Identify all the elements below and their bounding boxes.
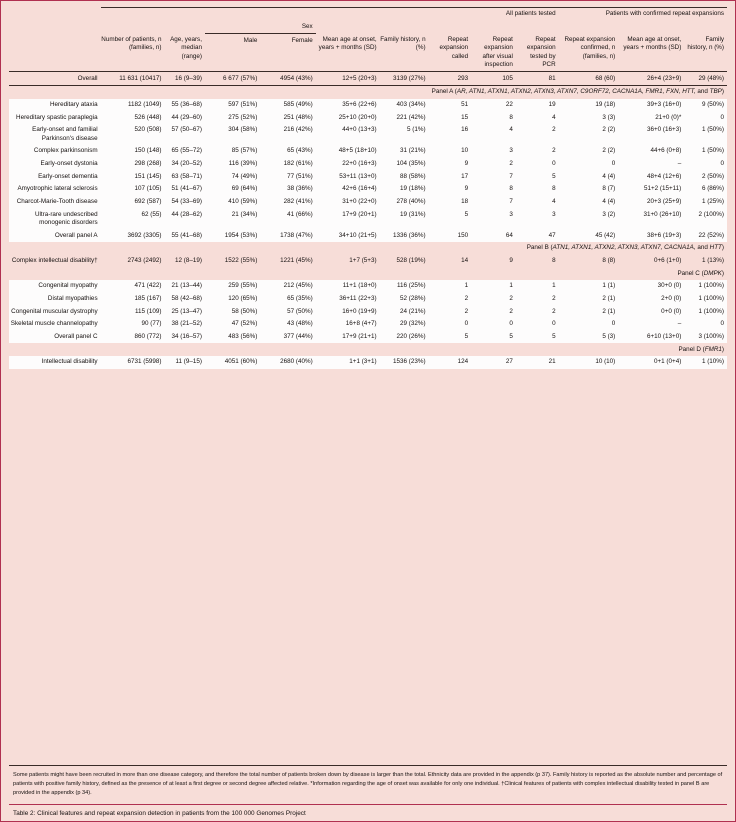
cell-8: 2: [516, 124, 559, 145]
row-label: Congenital muscular dystrophy: [9, 305, 101, 318]
cell-10: 39+3 (16+0): [618, 99, 684, 112]
cell-5: 24 (21%): [380, 305, 429, 318]
cell-9: 4 (4): [559, 196, 619, 209]
table-row: [9, 170, 727, 183]
cell-10: 48+4 (12+6): [618, 170, 684, 183]
cell-9: 2 (2): [559, 124, 619, 145]
cell-3: 1221 (45%): [260, 255, 315, 268]
cell-10: 6+10 (13+0): [618, 331, 684, 344]
cell-2: 74 (49%): [205, 170, 260, 183]
cell-9: 1 (1): [559, 280, 619, 293]
cell-5: 220 (26%): [380, 331, 429, 344]
cell-7: 3: [471, 145, 516, 158]
cell-8: 19: [516, 99, 559, 112]
cell-2: 410 (59%): [205, 196, 260, 209]
cell-5: 1536 (23%): [380, 356, 429, 369]
cell-1: 55 (41–68): [164, 229, 204, 242]
cell-10: 51+2 (15+11): [618, 183, 684, 196]
cell-3: 43 (48%): [260, 318, 315, 331]
cell-0: 2743 (2492): [101, 255, 165, 268]
cell-5: 29 (32%): [380, 318, 429, 331]
cell-2: 483 (56%): [205, 331, 260, 344]
cell-9: 10 (10): [559, 356, 619, 369]
cell-1: 44 (29–60): [164, 111, 204, 124]
cell-8: 2: [516, 293, 559, 306]
cell-2: 304 (58%): [205, 124, 260, 145]
cell-3: 1738 (47%): [260, 229, 315, 242]
row-label: Early-onset dystonia: [9, 158, 101, 171]
cell-3: 41 (66%): [260, 208, 315, 229]
cell-1: 21 (13–44): [164, 280, 204, 293]
cell-11: 0: [684, 111, 727, 124]
cell-5: 5 (1%): [380, 124, 429, 145]
cell-4: 48+5 (18+10): [316, 145, 380, 158]
cell-9: 8 (8): [559, 255, 619, 268]
cell-6: 2: [429, 293, 472, 306]
table-footnotes: Some patients might have been recruited in more than one disease category, and therefore the total number of patients broken down by disease is larger than the total. Ethnicity data are provided in the appendix (p 37). Family history is reported as the absolute number and percentage of patients with positive family history, defined as the presence of at least a first degree or second degree affected relative. *Information regarding the age of onset was available for only one individual. †Clinical features of patients with complex intellectual disability tested in panel B are provided in the appendix (p 34).: [9, 765, 727, 804]
cell-8: 1: [516, 280, 559, 293]
cell-5: 278 (40%): [380, 196, 429, 209]
cell-7: 7: [471, 196, 516, 209]
row-label: Early-onset and familial Parkinson's disease: [9, 124, 101, 145]
table-row: [9, 255, 727, 268]
cell-1: 11 (9–15): [164, 356, 204, 369]
cell-4: 11+1 (18+0): [316, 280, 380, 293]
panel-header-row: [9, 267, 727, 280]
cell-0: 6731 (5998): [101, 356, 165, 369]
cell-1: 58 (42–68): [164, 293, 204, 306]
cell-4: 36+11 (22+3): [316, 293, 380, 306]
cell-0: 90 (77): [101, 318, 165, 331]
cell-4: 1+1 (3+1): [316, 356, 380, 369]
group-header-sex: Sex: [205, 21, 316, 34]
cell-3: 2680 (40%): [260, 356, 315, 369]
cell-0: 1182 (1049): [101, 99, 165, 112]
cell-4: 16+0 (19+9): [316, 305, 380, 318]
cell-6: 18: [429, 196, 472, 209]
cell-6: 150: [429, 229, 472, 242]
cell-7: 0: [471, 318, 516, 331]
sex-group-blank-2: [101, 21, 165, 34]
table-row: [9, 99, 727, 112]
table-whitespace: [9, 369, 727, 765]
cell-11: 1 (100%): [684, 293, 727, 306]
cell-1: 55 (36–68): [164, 99, 204, 112]
cell-10: 31+0 (26+10): [618, 208, 684, 229]
cell-3: 182 (61%): [260, 158, 315, 171]
panel-header-label: Panel D (FMR1): [9, 343, 727, 356]
cell-0: 185 (167): [101, 293, 165, 306]
cell-5: 1336 (36%): [380, 229, 429, 242]
cell-9: 2 (1): [559, 293, 619, 306]
cell-7: 7: [471, 170, 516, 183]
cell-5: 221 (42%): [380, 111, 429, 124]
cell-4: 53+11 (13+0): [316, 170, 380, 183]
cell-1: 65 (55–72): [164, 145, 204, 158]
table-row: [9, 196, 727, 209]
cell-5: 3139 (27%): [380, 72, 429, 86]
row-label: Skeletal muscle channelopathy: [9, 318, 101, 331]
cell-6: 124: [429, 356, 472, 369]
cell-10: 2+0 (0): [618, 293, 684, 306]
col-header-disease: [9, 34, 101, 72]
cell-7: 22: [471, 99, 516, 112]
cell-10: –: [618, 318, 684, 331]
table-container: [9, 7, 727, 369]
panel-header-label: Panel B (ATN1, ATXN1, ATXN2, ATXN3, ATXN7, CACNA1A, and HTT): [9, 242, 727, 255]
cell-2: 120 (65%): [205, 293, 260, 306]
cell-0: 11 631 (10417): [101, 72, 165, 86]
panel-header-label: Panel A (AR, ATN1, ATXN1, ATXN2, ATXN3, ATXN7, C9ORF72, CACNA1A, FMR1, FXN, HTT, and TBP): [9, 86, 727, 99]
cell-1: 12 (8–19): [164, 255, 204, 268]
cell-11: 1 (50%): [684, 124, 727, 145]
cell-1: 34 (20–52): [164, 158, 204, 171]
row-label: Complex parkinsonism: [9, 145, 101, 158]
clinical-features-table: [9, 7, 727, 369]
cell-5: 403 (34%): [380, 99, 429, 112]
table-row: [9, 280, 727, 293]
cell-11: 6 (86%): [684, 183, 727, 196]
cell-0: 150 (148): [101, 145, 165, 158]
cell-0: 860 (772): [101, 331, 165, 344]
cell-11: 1 (50%): [684, 145, 727, 158]
cell-0: 151 (145): [101, 170, 165, 183]
cell-11: 0: [684, 158, 727, 171]
cell-7: 5: [471, 331, 516, 344]
cell-3: 65 (43%): [260, 145, 315, 158]
sex-group-blank-4: [316, 21, 727, 34]
cell-0: 298 (268): [101, 158, 165, 171]
cell-9: 4 (4): [559, 170, 619, 183]
cell-2: 259 (55%): [205, 280, 260, 293]
col-header-female: Female: [260, 34, 315, 72]
cell-3: 216 (42%): [260, 124, 315, 145]
cell-3: 282 (41%): [260, 196, 315, 209]
sex-group-blank-1: [9, 21, 101, 34]
cell-8: 5: [516, 331, 559, 344]
table-row: [9, 111, 727, 124]
cell-2: 58 (50%): [205, 305, 260, 318]
cell-10: 44+6 (0+8): [618, 145, 684, 158]
col-header-repeat-expansion-pcr: Repeat expansion tested by PCR: [516, 34, 559, 72]
cell-4: 44+0 (13+3): [316, 124, 380, 145]
cell-2: 69 (64%): [205, 183, 260, 196]
cell-6: 10: [429, 145, 472, 158]
col-header-family-history: Family history, n (%): [380, 34, 429, 72]
cell-6: 293: [429, 72, 472, 86]
cell-2: 6 677 (57%): [205, 72, 260, 86]
row-label: Congenital myopathy: [9, 280, 101, 293]
cell-10: 0+6 (1+0): [618, 255, 684, 268]
row-label: Charcot-Marie-Tooth disease: [9, 196, 101, 209]
cell-4: 1+7 (5+3): [316, 255, 380, 268]
cell-9: 8 (7): [559, 183, 619, 196]
cell-10: 20+3 (25+9): [618, 196, 684, 209]
cell-6: 2: [429, 305, 472, 318]
cell-11: 22 (52%): [684, 229, 727, 242]
cell-1: 44 (28–62): [164, 208, 204, 229]
table-row-overall: [9, 72, 727, 86]
column-header-row: [9, 34, 727, 72]
cell-6: 5: [429, 208, 472, 229]
col-header-confirmed-mean-age-onset: Mean age at onset, years + months (SD): [618, 34, 684, 72]
table-row: [9, 229, 727, 242]
cell-2: 1522 (55%): [205, 255, 260, 268]
row-label: Ultra-rare undescribed monogenic disorders: [9, 208, 101, 229]
cell-4: 35+6 (22+6): [316, 99, 380, 112]
cell-3: 65 (35%): [260, 293, 315, 306]
cell-3: 212 (45%): [260, 280, 315, 293]
table-row: [9, 158, 727, 171]
cell-1: 51 (41–67): [164, 183, 204, 196]
panel-header-row: [9, 343, 727, 356]
cell-8: 2: [516, 305, 559, 318]
table-row: [9, 293, 727, 306]
cell-4: 16+8 (4+7): [316, 318, 380, 331]
cell-8: 81: [516, 72, 559, 86]
col-header-confirmed-family-history: Family history, n (%): [684, 34, 727, 72]
cell-9: 5 (3): [559, 331, 619, 344]
cell-11: 3 (100%): [684, 331, 727, 344]
cell-9: 2 (1): [559, 305, 619, 318]
panel-header-label: Panel C (DMPK): [9, 267, 727, 280]
row-label: Overall panel A: [9, 229, 101, 242]
cell-1: 38 (21–52): [164, 318, 204, 331]
cell-6: 14: [429, 255, 472, 268]
cell-7: 64: [471, 229, 516, 242]
cell-7: 1: [471, 280, 516, 293]
panel-header-row: [9, 86, 727, 99]
cell-0: 3692 (3305): [101, 229, 165, 242]
cell-2: 275 (52%): [205, 111, 260, 124]
cell-8: 4: [516, 111, 559, 124]
cell-10: 0+1 (0+4): [618, 356, 684, 369]
cell-7: 105: [471, 72, 516, 86]
cell-11: 1 (25%): [684, 196, 727, 209]
table-row: [9, 356, 727, 369]
cell-7: 4: [471, 124, 516, 145]
cell-1: 25 (13–47): [164, 305, 204, 318]
cell-8: 0: [516, 318, 559, 331]
cell-1: 57 (50–67): [164, 124, 204, 145]
row-label: Amyotrophic lateral sclerosis: [9, 183, 101, 196]
cell-2: 47 (52%): [205, 318, 260, 331]
cell-11: 2 (50%): [684, 170, 727, 183]
cell-5: 19 (31%): [380, 208, 429, 229]
col-header-male: Male: [205, 34, 260, 72]
cell-11: 29 (48%): [684, 72, 727, 86]
cell-3: 585 (49%): [260, 99, 315, 112]
cell-2: 116 (39%): [205, 158, 260, 171]
cell-6: 9: [429, 158, 472, 171]
row-label: Distal myopathies: [9, 293, 101, 306]
row-label: Hereditary spastic paraplegia: [9, 111, 101, 124]
cell-4: 34+10 (21+5): [316, 229, 380, 242]
cell-10: 21+0 (0)*: [618, 111, 684, 124]
table-row: [9, 145, 727, 158]
cell-7: 9: [471, 255, 516, 268]
col-header-mean-age-onset: Mean age at onset, years + months (SD): [316, 34, 380, 72]
cell-7: 8: [471, 111, 516, 124]
cell-0: 107 (105): [101, 183, 165, 196]
group-header-confirmed: Patients with confirmed repeat expansions: [559, 8, 727, 21]
cell-0: 471 (422): [101, 280, 165, 293]
cell-8: 8: [516, 183, 559, 196]
cell-10: –: [618, 158, 684, 171]
cell-5: 31 (21%): [380, 145, 429, 158]
table-row: [9, 208, 727, 229]
cell-5: 52 (28%): [380, 293, 429, 306]
cell-11: 9 (50%): [684, 99, 727, 112]
cell-9: 3 (2): [559, 208, 619, 229]
cell-0: 526 (448): [101, 111, 165, 124]
cell-6: 16: [429, 124, 472, 145]
panel-header-row: [9, 242, 727, 255]
cell-5: 116 (25%): [380, 280, 429, 293]
cell-10: 38+6 (19+3): [618, 229, 684, 242]
cell-3: 4954 (43%): [260, 72, 315, 86]
sex-group-blank-3: [164, 21, 204, 34]
cell-4: 12+5 (20+3): [316, 72, 380, 86]
cell-8: 0: [516, 158, 559, 171]
cell-6: 51: [429, 99, 472, 112]
table-row: [9, 331, 727, 344]
cell-10: 30+0 (0): [618, 280, 684, 293]
col-header-age: Age, years, median (range): [164, 34, 204, 72]
cell-7: 2: [471, 158, 516, 171]
cell-3: 251 (48%): [260, 111, 315, 124]
cell-5: 528 (19%): [380, 255, 429, 268]
table-row: [9, 305, 727, 318]
cell-6: 0: [429, 318, 472, 331]
table-row: [9, 318, 727, 331]
table-title: Table 2: Clinical features and repeat expansion detection in patients from the 100 000 Genomes Project: [9, 804, 727, 821]
cell-5: 19 (18%): [380, 183, 429, 196]
cell-10: 36+0 (16+3): [618, 124, 684, 145]
cell-3: 38 (36%): [260, 183, 315, 196]
cell-9: 3 (3): [559, 111, 619, 124]
cell-7: 2: [471, 305, 516, 318]
cell-7: 2: [471, 293, 516, 306]
cell-1: 63 (58–71): [164, 170, 204, 183]
cell-5: 104 (35%): [380, 158, 429, 171]
cell-9: 0: [559, 158, 619, 171]
cell-7: 3: [471, 208, 516, 229]
cell-8: 4: [516, 196, 559, 209]
cell-4: 42+6 (16+4): [316, 183, 380, 196]
cell-4: 17+9 (20+1): [316, 208, 380, 229]
cell-8: 3: [516, 208, 559, 229]
cell-2: 85 (57%): [205, 145, 260, 158]
cell-9: 0: [559, 318, 619, 331]
cell-0: 520 (508): [101, 124, 165, 145]
group-header-all-patients: All patients tested: [101, 8, 559, 21]
col-header-repeat-expansion-confirmed: Repeat expansion confirmed, n (families, n): [559, 34, 619, 72]
group-header-blank: [9, 8, 101, 21]
cell-6: 17: [429, 170, 472, 183]
cell-3: 377 (44%): [260, 331, 315, 344]
col-header-repeat-expansion-called: Repeat expansion called: [429, 34, 472, 72]
row-label: Overall panel C: [9, 331, 101, 344]
cell-11: 1 (100%): [684, 280, 727, 293]
row-label: Complex intellectual disability†: [9, 255, 101, 268]
cell-4: 22+0 (16+3): [316, 158, 380, 171]
table-row: [9, 124, 727, 145]
cell-8: 5: [516, 170, 559, 183]
col-header-repeat-expansion-visual: Repeat expansion after visual inspection: [471, 34, 516, 72]
group-header-row: [9, 8, 727, 21]
cell-7: 8: [471, 183, 516, 196]
cell-10: 0+0 (0): [618, 305, 684, 318]
cell-7: 27: [471, 356, 516, 369]
row-label: Early-onset dementia: [9, 170, 101, 183]
cell-2: 1954 (53%): [205, 229, 260, 242]
cell-9: 19 (18): [559, 99, 619, 112]
cell-0: 62 (55): [101, 208, 165, 229]
cell-0: 692 (587): [101, 196, 165, 209]
cell-8: 8: [516, 255, 559, 268]
cell-2: 4051 (60%): [205, 356, 260, 369]
cell-9: 68 (60): [559, 72, 619, 86]
col-header-number-of-patients: Number of patients, n (families, n): [101, 34, 165, 72]
cell-11: 1 (100%): [684, 305, 727, 318]
sex-group-row: [9, 21, 727, 34]
cell-6: 1: [429, 280, 472, 293]
cell-9: 2 (2): [559, 145, 619, 158]
cell-1: 54 (33–69): [164, 196, 204, 209]
cell-0: 115 (109): [101, 305, 165, 318]
cell-11: 2 (100%): [684, 208, 727, 229]
cell-6: 9: [429, 183, 472, 196]
row-label: Intellectual disability: [9, 356, 101, 369]
cell-2: 21 (34%): [205, 208, 260, 229]
cell-1: 16 (9–39): [164, 72, 204, 86]
row-label: Hereditary ataxia: [9, 99, 101, 112]
cell-3: 57 (50%): [260, 305, 315, 318]
cell-8: 21: [516, 356, 559, 369]
cell-6: 5: [429, 331, 472, 344]
table-row: [9, 183, 727, 196]
cell-11: 1 (13%): [684, 255, 727, 268]
cell-8: 2: [516, 145, 559, 158]
cell-4: 17+9 (21+1): [316, 331, 380, 344]
cell-4: 25+10 (20+0): [316, 111, 380, 124]
cell-8: 47: [516, 229, 559, 242]
row-label: Overall: [9, 72, 101, 86]
cell-2: 597 (51%): [205, 99, 260, 112]
cell-11: 1 (10%): [684, 356, 727, 369]
table-body: [9, 72, 727, 369]
cell-9: 45 (42): [559, 229, 619, 242]
cell-6: 15: [429, 111, 472, 124]
cell-5: 88 (58%): [380, 170, 429, 183]
cell-4: 31+0 (22+0): [316, 196, 380, 209]
cell-10: 26+4 (23+9): [618, 72, 684, 86]
cell-3: 77 (51%): [260, 170, 315, 183]
cell-1: 34 (16–57): [164, 331, 204, 344]
cell-11: 0: [684, 318, 727, 331]
